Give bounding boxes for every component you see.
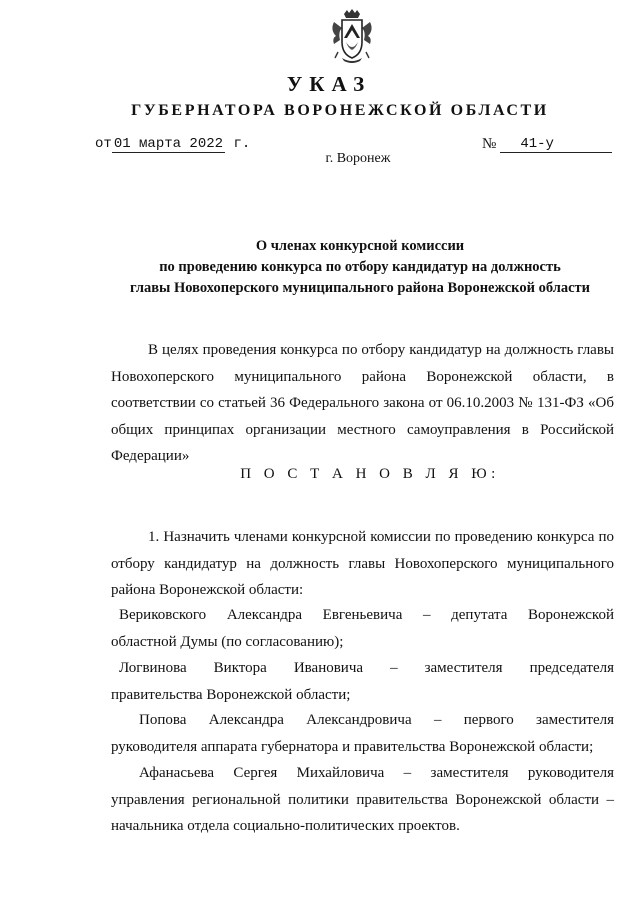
decree-word: П О С Т А Н О В Л Я Ю: xyxy=(240,466,500,482)
member-line: правительства Воронежской области; xyxy=(111,686,351,703)
preamble-paragraph: В целях проведения конкурса по отбору кандидатур на должность главы Новохоперского муниципального района Воронежской области, в соответствии со статьей 36 Федерального закона от 06.10.2003 № 131-ФЗ «Об общих принципах организации местного самоуправления в Российской Федерации» xyxy=(111,342,614,464)
member-line: Логвинова Виктора Ивановича – заместителя председателя xyxy=(119,660,614,676)
member-entry xyxy=(111,707,614,760)
member-line: областной Думы (по согласованию); xyxy=(111,633,344,650)
date-line xyxy=(95,136,250,152)
date-prefix: от xyxy=(95,136,112,152)
heading-line-3: главы Новохоперского муниципального района Воронежской области xyxy=(129,280,591,296)
item-1-paragraph: 1. Назначить членами конкурсной комиссии по проведению конкурса по отбору кандидатур на должность главы Новохоперского муниципального района Воронежской области: xyxy=(111,529,614,598)
member-entry xyxy=(111,760,614,840)
member-line: управления региональной политики правительства Воронежской области – xyxy=(111,791,614,808)
member-line: Афанасьева Сергея Михайловича – заместителя руководителя xyxy=(139,765,614,781)
document-subtitle: ГУБЕРНАТОРА ВОРОНЕЖСКОЙ ОБЛАСТИ xyxy=(131,102,549,119)
decree-heading xyxy=(100,236,620,299)
document-title: УКАЗ xyxy=(286,72,372,96)
date-suffix: г. xyxy=(233,136,251,152)
heading-line-1: О членах конкурсной комиссии xyxy=(255,238,465,254)
member-line: начальника отдела социально-политических проектов. xyxy=(111,818,460,834)
coat-of-arms-icon xyxy=(330,8,374,64)
member-line: Попова Александра Александровича – первого заместителя xyxy=(139,712,614,728)
number-value: 41-у xyxy=(500,136,612,153)
heading-line-2: по проведению конкурса по отбору кандидатур на должность xyxy=(159,259,561,275)
member-line: Вериковского Александра Евгеньевича – депутата Воронежской xyxy=(119,607,614,623)
member-entry xyxy=(111,655,614,708)
number-sign: № xyxy=(482,136,497,152)
member-entry xyxy=(111,602,614,655)
city: г. Воронеж xyxy=(325,151,391,166)
member-line: руководителя аппарата губернатора и правительства Воронежской области; xyxy=(111,738,594,755)
date-value: 01 марта 2022 xyxy=(113,136,224,152)
